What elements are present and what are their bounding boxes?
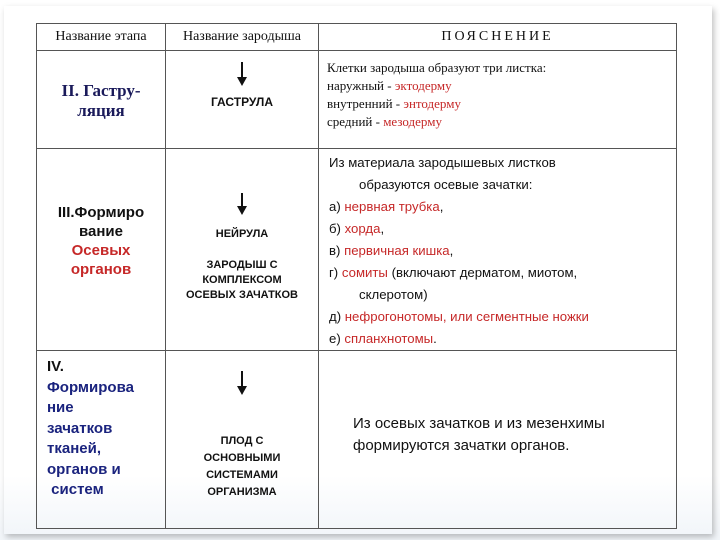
stage-line: ние (47, 399, 74, 416)
embryo-name-axial (166, 242, 318, 303)
explanation-text: внутренний - (327, 96, 404, 111)
table-row-organogenesis (37, 351, 677, 529)
embryo-cell (166, 351, 319, 529)
stage-line: тканей, (47, 440, 101, 457)
item-prefix: д) (329, 309, 345, 324)
explanation-cell (319, 351, 677, 529)
embryo-line: ОСНОВНЫМИ (203, 452, 281, 464)
term-neural-tube: нервная трубка (344, 199, 440, 214)
embryo-cell (166, 149, 319, 351)
explanation-cell (319, 149, 677, 351)
explanation-line: Клетки зародыша образуют три листка: (327, 60, 547, 75)
embryo-line: ЗАРОДЫШ С (206, 259, 278, 271)
explanation-text: наружный - (327, 78, 395, 93)
header-stage: Название этапа (37, 24, 166, 51)
explanation-text: средний - (327, 114, 384, 129)
embryo-line: ОСЕВЫХ ЗАЧАТКОВ (186, 289, 298, 301)
item-suffix: , (449, 243, 454, 258)
explanation-line: образуются осевые зачатки: (359, 177, 533, 192)
embryo-line: СИСТЕМАМИ (206, 469, 278, 481)
item-suffix: (включают дерматом, миотом, (387, 265, 578, 280)
explanation-line: формируются зачатки органов. (353, 437, 570, 454)
embryogenesis-table (36, 23, 677, 529)
item-prefix: в) (329, 243, 345, 258)
stage-cell (37, 51, 166, 149)
embryo-line: КОМПЛЕКСОМ (202, 274, 282, 286)
stage-line: зачатков (47, 419, 113, 437)
embryo-cell (166, 51, 319, 149)
term-primary-gut: первичная кишка (344, 243, 450, 258)
stage-line: ляция (77, 101, 125, 120)
stage-line: II. Гастру- (61, 81, 141, 100)
stage-line: IV. (47, 358, 64, 375)
item-suffix: , (439, 199, 444, 214)
term-ectoderm: эктодерму (394, 78, 452, 93)
table-row-axial-organs (37, 149, 677, 351)
header-explanation: ПОЯСНЕНИЕ (319, 24, 677, 51)
header-embryo: Название зародыша (166, 24, 319, 51)
embryo-name: ГАСТРУЛА (210, 95, 274, 109)
term-somites: сомиты (341, 265, 388, 280)
stage-line: органов (70, 261, 132, 278)
stage-line: III.Формиро (57, 204, 145, 221)
down-arrow-icon (241, 193, 243, 213)
stage-line: Формирова (47, 378, 134, 396)
table-header-row (37, 24, 677, 51)
explanation-line: склеротом) (359, 287, 428, 302)
item-prefix: а) (329, 199, 345, 214)
explanation-cell (319, 51, 677, 149)
embryo-name-neurula: НЕЙРУЛА (215, 228, 269, 240)
term-splanchnotomes: спланхнотомы (344, 331, 434, 346)
item-suffix: . (433, 331, 437, 346)
explanation-line: Из осевых зачатков и из мезенхимы (353, 415, 605, 432)
down-arrow-icon (241, 371, 243, 393)
stage-line: вание (79, 223, 123, 240)
stage-line: систем (47, 481, 104, 498)
stage-cell (37, 351, 166, 529)
item-prefix: б) (329, 221, 345, 236)
table-row-gastrulation (37, 51, 677, 149)
item-suffix: , (380, 221, 385, 236)
term-mesoderm: мезодерму (383, 114, 442, 129)
stage-line: органов и (47, 460, 121, 478)
term-endoderm: энтодерму (403, 96, 461, 111)
item-prefix: е) (329, 331, 345, 346)
embryo-line: ПЛОД С (220, 435, 264, 447)
stage-line: Осевых (71, 242, 131, 259)
term-nephrogonotomes: нефрогонотомы, или сегментные ножки (344, 309, 589, 324)
explanation-line: Из материала зародышевых листков (329, 155, 556, 170)
down-arrow-icon (241, 62, 243, 84)
stage-cell (37, 149, 166, 351)
term-notochord: хорда (344, 221, 381, 236)
item-prefix: г) (329, 265, 342, 280)
embryo-line: ОРГАНИЗМА (207, 486, 277, 498)
